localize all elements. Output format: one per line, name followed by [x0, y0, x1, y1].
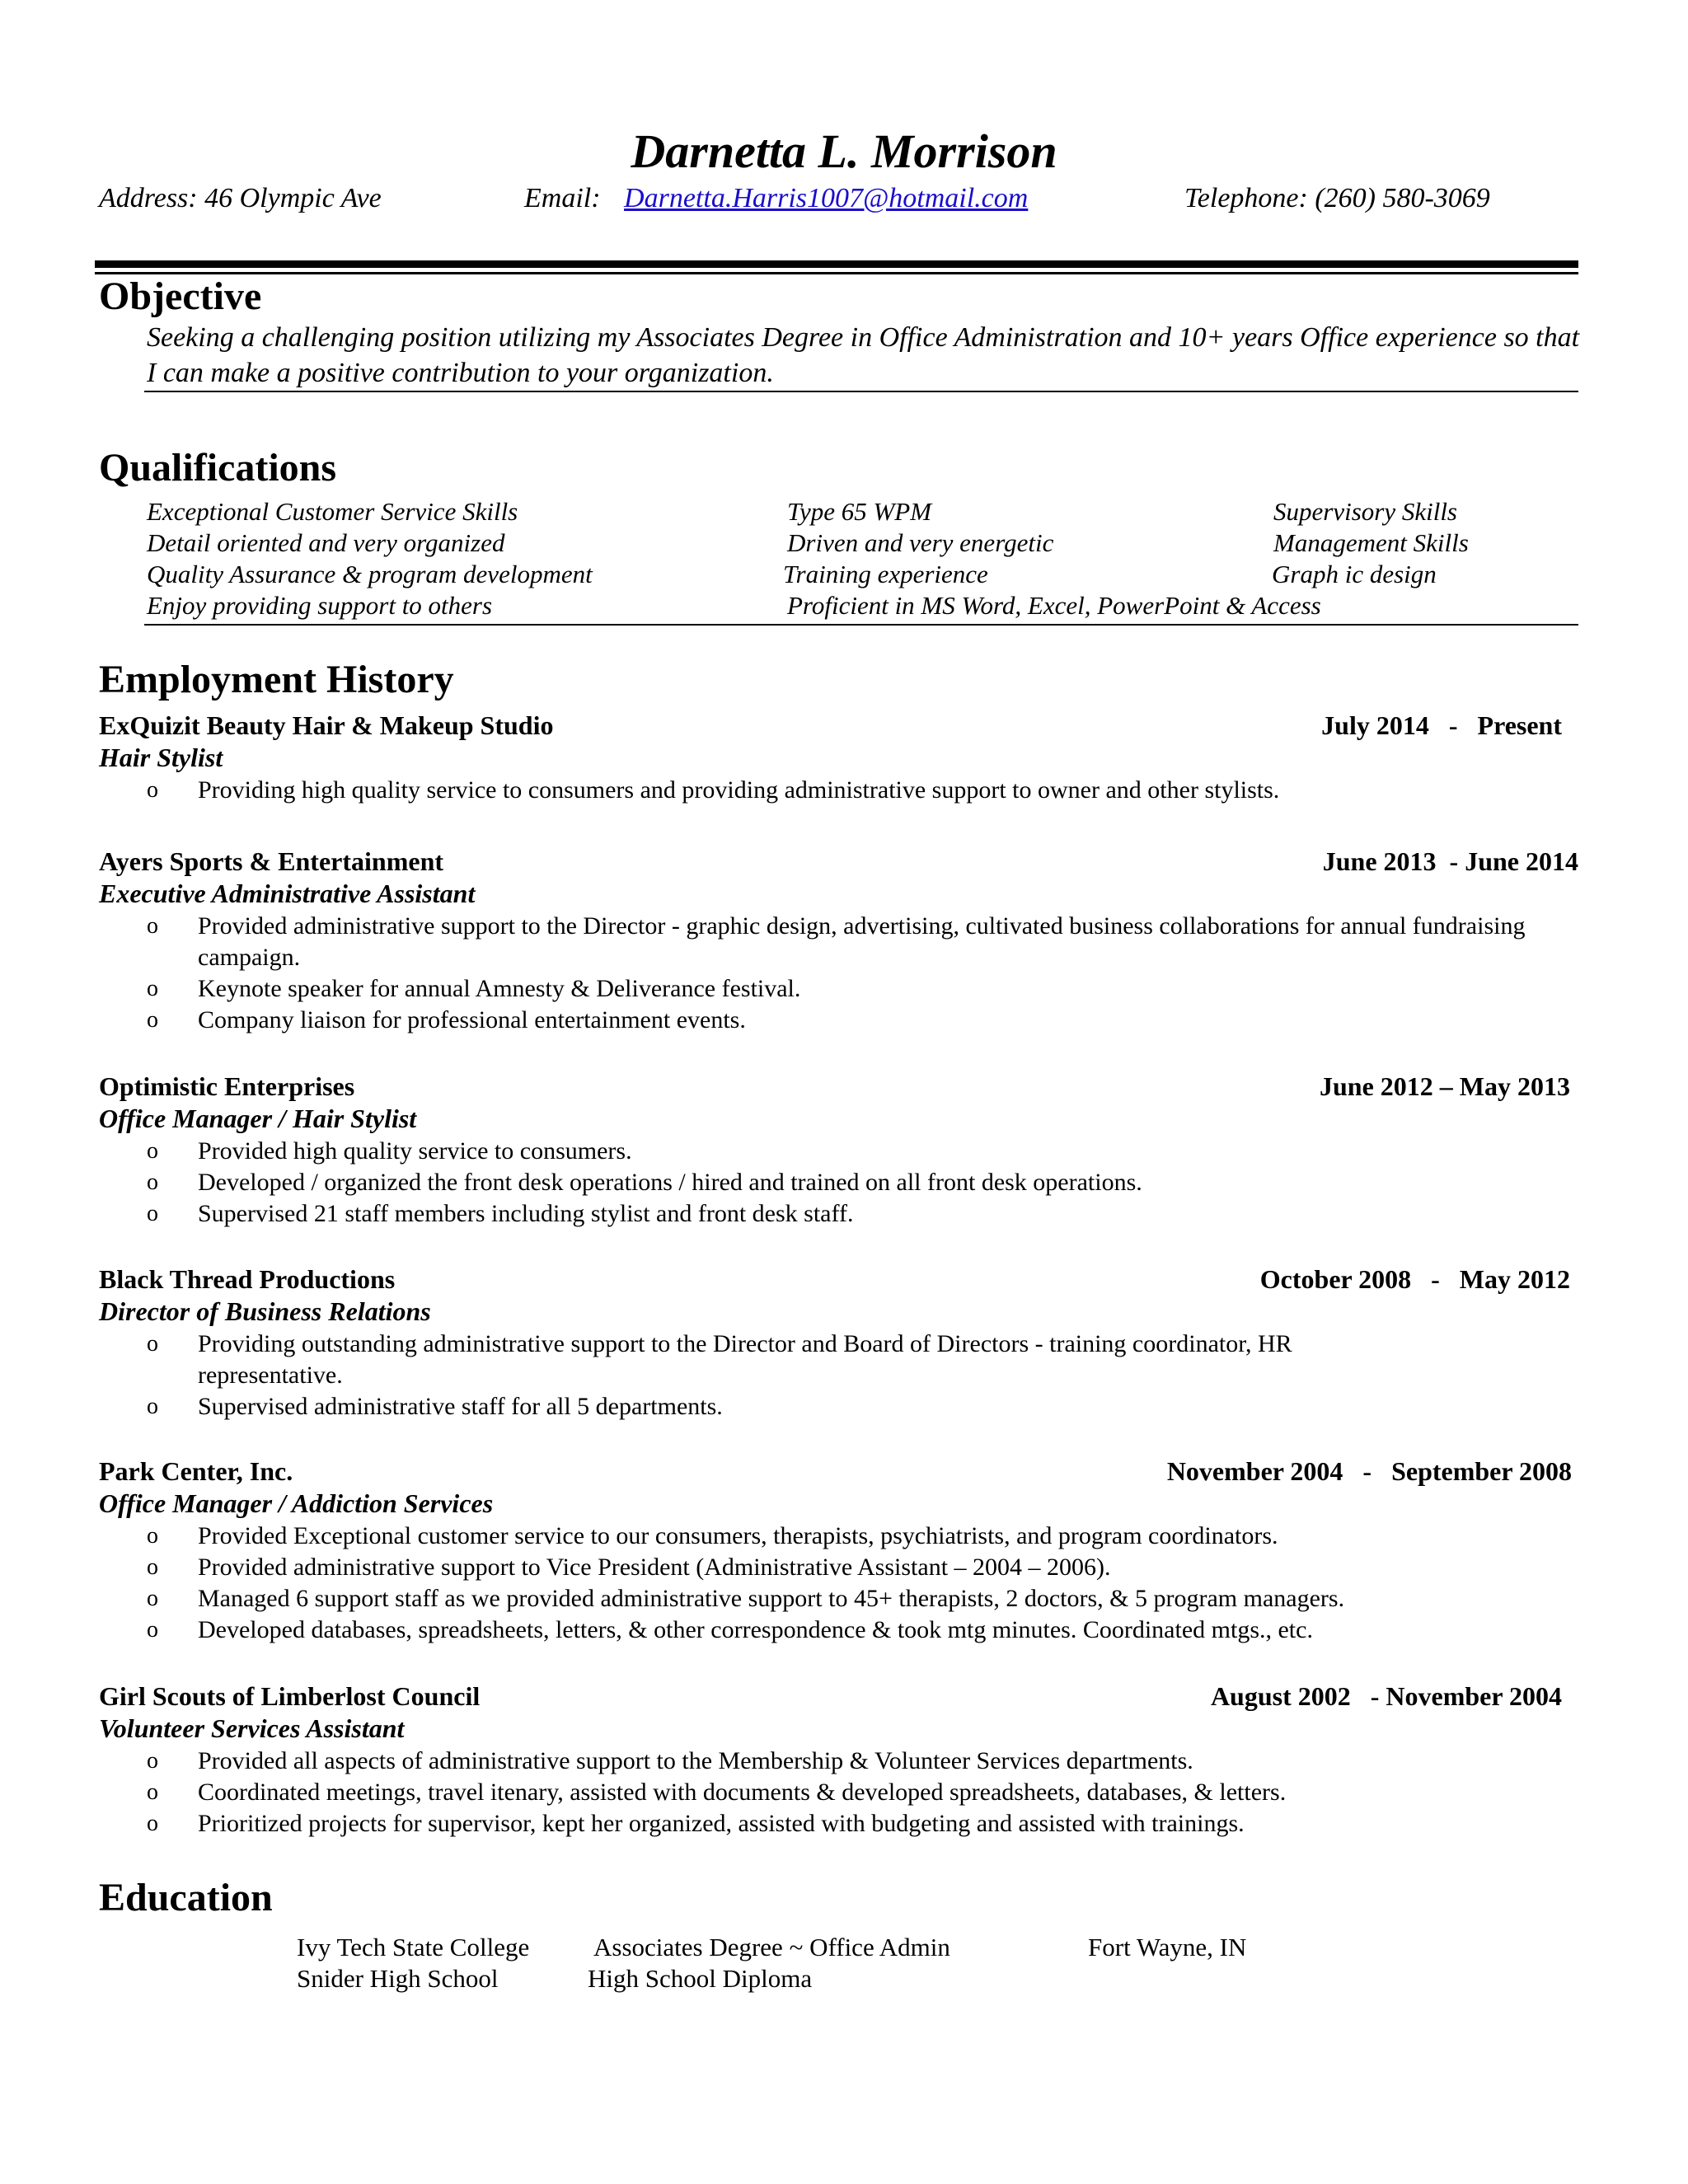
- bullet-marker: o: [147, 1394, 158, 1419]
- job-entry: [99, 846, 1578, 1036]
- qualification-item: Detail oriented and very organized: [147, 528, 505, 557]
- job-dates: July 2014 - Present: [1321, 710, 1562, 740]
- bullet-marker: o: [147, 1523, 158, 1549]
- job-bullet: o Provided Exceptional customer service to our consumers, therapists, psychiatrists, and program coordinators.: [99, 1521, 1578, 1552]
- header-rule-thick: [95, 260, 1578, 268]
- job-company: Optimistic Enterprises: [99, 1071, 355, 1101]
- bullet-marker: o: [147, 1617, 158, 1643]
- education-heading: Education: [99, 1876, 273, 1919]
- job-title: Director of Business Relations: [99, 1296, 431, 1326]
- job-bullet: o Provided administrative support to Vice President (Administrative Assistant – 2004 – 2006).: [99, 1552, 1578, 1583]
- bullet-marker: o: [147, 1748, 158, 1774]
- job-entry: [99, 1681, 1578, 1840]
- job-entry: [99, 710, 1578, 806]
- job-bullet: o Prioritized projects for supervisor, kept her organized, assisted with budgeting and assisted with trainings.: [99, 1808, 1578, 1840]
- job-bullet: o Supervised administrative staff for all 5 departments.: [99, 1391, 1434, 1422]
- bullet-marker: o: [147, 1779, 158, 1805]
- bullet-marker: o: [147, 1169, 158, 1195]
- bullet-marker: o: [147, 1811, 158, 1836]
- job-dates: June 2012 – May 2013: [1320, 1071, 1570, 1101]
- job-title: Office Manager / Hair Stylist: [99, 1104, 417, 1133]
- job-title: Hair Stylist: [99, 743, 223, 772]
- job-dates: August 2002 - November 2004: [1210, 1681, 1562, 1711]
- job-title: Office Manager / Addiction Services: [99, 1488, 494, 1518]
- bullet-marker: o: [147, 976, 158, 1001]
- objective-divider: [144, 391, 1578, 392]
- job-bullet: o Managed 6 support staff as we provided administrative support to 45+ therapists, 2 doctors, & 5 program managers.: [99, 1583, 1578, 1615]
- employment-heading: Employment History: [99, 658, 454, 701]
- job-bullet: o Provided administrative support to the Director - graphic design, advertising, cultivated business collaborations for annual fundraising campaign.: [147, 912, 1526, 971]
- email-link[interactable]: Darnetta.Harris1007@hotmail.com: [624, 183, 1029, 213]
- qualification-item: Supervisory Skills: [1273, 497, 1457, 526]
- qualification-item: Graph ic design: [1272, 560, 1437, 588]
- education-location: Fort Wayne, IN: [1088, 1933, 1247, 1961]
- job-bullet: o Supervised 21 staff members including stylist and front desk staff.: [99, 1198, 1578, 1230]
- bullet-marker: o: [147, 777, 158, 803]
- bullet-marker: o: [147, 1331, 158, 1357]
- address: Address: 46 Olympic Ave: [99, 183, 382, 213]
- job-dates: June 2013 - June 2014: [1322, 846, 1578, 876]
- job-company: Black Thread Productions: [99, 1264, 396, 1294]
- job-bullet: o Providing high quality service to consumers and providing administrative support to owner and other stylists.: [99, 775, 1578, 806]
- email-block: [524, 183, 1028, 214]
- qualification-item: Enjoy providing support to others: [147, 591, 493, 620]
- job-entry: [99, 1071, 1578, 1230]
- job-bullet: o Providing outstanding administrative support to the Director and Board of Directors - training coordinator, HR representative.: [147, 1330, 1292, 1389]
- job-entry: [99, 1264, 1578, 1422]
- objective-heading: Objective: [99, 274, 262, 318]
- job-bullet: o Provided high quality service to consumers.: [99, 1136, 1578, 1167]
- qualification-item: Exceptional Customer Service Skills: [147, 497, 518, 526]
- qualifications-divider: [144, 624, 1578, 626]
- email-label: Email:: [524, 183, 601, 213]
- bullet-marker: o: [147, 1201, 158, 1226]
- job-bullet: o Company liaison for professional entertainment events.: [99, 1005, 1578, 1036]
- qualification-item: Quality Assurance & program development: [147, 560, 593, 588]
- telephone: Telephone: (260) 580-3069: [1184, 183, 1490, 213]
- header-rule-thin: [95, 272, 1578, 274]
- job-bullet: o Developed databases, spreadsheets, letters, & other correspondence & took mtg minutes. Coordinated mtgs., etc.: [99, 1615, 1578, 1646]
- bullet-marker: o: [147, 1007, 158, 1033]
- education-degree: High School Diploma: [588, 1964, 813, 1993]
- bullet-marker: o: [147, 1138, 158, 1164]
- qualification-item: Management Skills: [1273, 528, 1469, 557]
- job-entry: [99, 1456, 1578, 1646]
- qualification-item: Driven and very energetic: [787, 528, 1054, 557]
- job-dates: October 2008 - May 2012: [1259, 1264, 1570, 1294]
- job-dates: November 2004 - September 2008: [1166, 1456, 1572, 1486]
- bullet-marker: o: [147, 1554, 158, 1580]
- qualification-item: Training experience: [783, 560, 988, 588]
- job-title: Volunteer Services Assistant: [99, 1713, 405, 1743]
- education-school: Ivy Tech State College: [297, 1933, 530, 1961]
- job-bullet: o Coordinated meetings, travel itenary, assisted with documents & developed spreadsheets, databases, & letters.: [99, 1777, 1578, 1808]
- objective-text: Seeking a challenging position utilizing my Associates Degree in Office Administration and 10+ years Office experience so that I can make a positive contribution to your organization.: [147, 322, 1580, 388]
- education-school: Snider High School: [297, 1964, 499, 1993]
- qualification-item: Type 65 WPM: [787, 497, 932, 526]
- job-company: ExQuizit Beauty Hair & Makeup Studio: [99, 710, 554, 740]
- job-company: Girl Scouts of Limberlost Council: [99, 1681, 481, 1711]
- bullet-marker: o: [147, 913, 158, 939]
- bullet-marker: o: [147, 1586, 158, 1611]
- job-bullet: o Provided all aspects of administrative support to the Membership & Volunteer Services departments.: [99, 1746, 1578, 1777]
- job-company: Ayers Sports & Entertainment: [99, 846, 444, 876]
- job-title: Executive Administrative Assistant: [99, 879, 476, 908]
- job-bullet: o Keynote speaker for annual Amnesty & Deliverance festival.: [99, 973, 1578, 1005]
- job-bullet: o Developed / organized the front desk operations / hired and trained on all front desk operations.: [99, 1167, 1578, 1198]
- qualification-item: Proficient in MS Word, Excel, PowerPoint & Access: [787, 591, 1321, 620]
- qualifications-heading: Qualifications: [99, 446, 337, 490]
- resume-name: Darnetta L. Morrison: [631, 124, 1057, 178]
- job-company: Park Center, Inc.: [99, 1456, 293, 1486]
- education-degree: Associates Degree ~ Office Admin: [593, 1933, 950, 1961]
